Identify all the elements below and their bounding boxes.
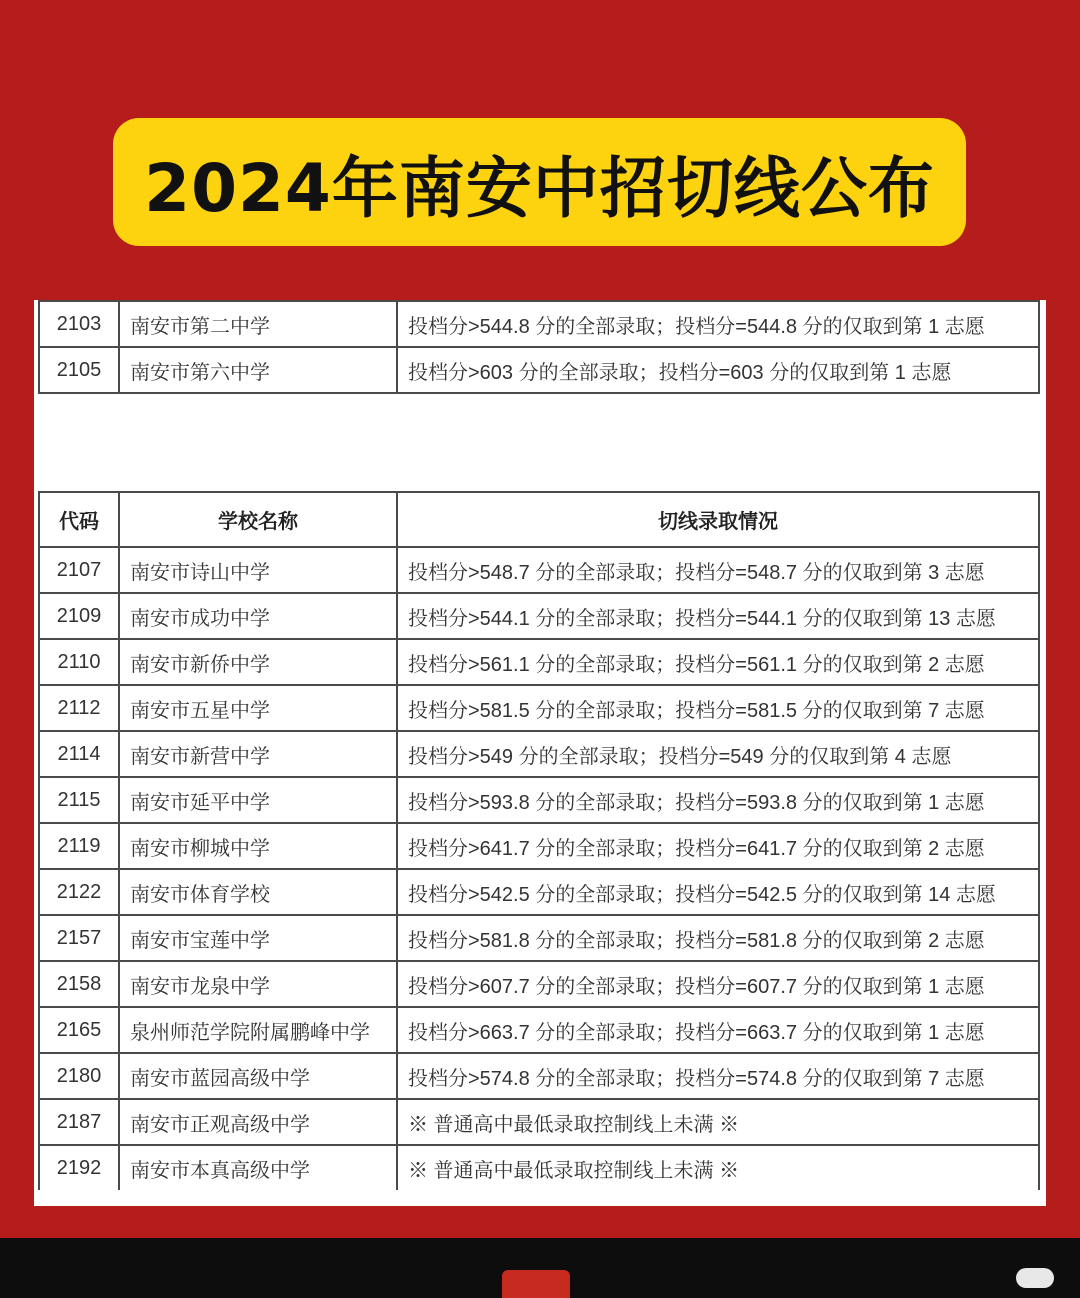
cell-code: 2105 <box>39 347 119 393</box>
header-code: 代码 <box>39 492 119 547</box>
cell-school-name: 南安市柳城中学 <box>119 823 397 869</box>
table-row <box>39 869 1039 915</box>
table-row <box>39 1053 1039 1099</box>
table-row <box>39 685 1039 731</box>
cell-school-name: 南安市本真高级中学 <box>119 1145 397 1190</box>
cell-cutoff-rule: 投档分>581.8 分的全部录取；投档分=581.8 分的仅取到第 2 志愿 <box>397 915 1039 961</box>
table-row <box>39 593 1039 639</box>
table-row <box>39 1099 1039 1145</box>
table-row <box>39 301 1039 347</box>
cell-school-name: 泉州师范学院附属鹏峰中学 <box>119 1007 397 1053</box>
document-paper <box>34 300 1046 1206</box>
cell-cutoff-rule: 投档分>542.5 分的全部录取；投档分=542.5 分的仅取到第 14 志愿 <box>397 869 1039 915</box>
header-school-name: 学校名称 <box>119 492 397 547</box>
cell-cutoff-rule: 投档分>544.1 分的全部录取；投档分=544.1 分的仅取到第 13 志愿 <box>397 593 1039 639</box>
table-row <box>39 639 1039 685</box>
cell-school-name: 南安市成功中学 <box>119 593 397 639</box>
cell-code: 2119 <box>39 823 119 869</box>
cell-school-name: 南安市诗山中学 <box>119 547 397 593</box>
table-row <box>39 1007 1039 1053</box>
table-row <box>39 915 1039 961</box>
cell-code: 2192 <box>39 1145 119 1190</box>
title-banner <box>113 118 966 246</box>
cell-cutoff-rule: 投档分>641.7 分的全部录取；投档分=641.7 分的仅取到第 2 志愿 <box>397 823 1039 869</box>
cell-school-name: 南安市五星中学 <box>119 685 397 731</box>
header-cutoff-rule: 切线录取情况 <box>397 492 1039 547</box>
cell-cutoff-rule: 投档分>581.5 分的全部录取；投档分=581.5 分的仅取到第 7 志愿 <box>397 685 1039 731</box>
cell-school-name: 南安市延平中学 <box>119 777 397 823</box>
cell-school-name: 南安市体育学校 <box>119 869 397 915</box>
cell-code: 2109 <box>39 593 119 639</box>
cell-school-name: 南安市第二中学 <box>119 301 397 347</box>
table-row <box>39 547 1039 593</box>
cell-cutoff-rule: ※ 普通高中最低录取控制线上未满 ※ <box>397 1145 1039 1190</box>
table-row <box>39 823 1039 869</box>
cell-cutoff-rule: 投档分>593.8 分的全部录取；投档分=593.8 分的仅取到第 1 志愿 <box>397 777 1039 823</box>
cell-code: 2180 <box>39 1053 119 1099</box>
cell-code: 2110 <box>39 639 119 685</box>
cell-cutoff-rule: 投档分>603 分的全部录取；投档分=603 分的仅取到第 1 志愿 <box>397 347 1039 393</box>
cell-cutoff-rule: 投档分>574.8 分的全部录取；投档分=574.8 分的仅取到第 7 志愿 <box>397 1053 1039 1099</box>
cell-cutoff-rule: 投档分>549 分的全部录取；投档分=549 分的仅取到第 4 志愿 <box>397 731 1039 777</box>
cell-school-name: 南安市第六中学 <box>119 347 397 393</box>
cell-code: 2107 <box>39 547 119 593</box>
cell-cutoff-rule: ※ 普通高中最低录取控制线上未满 ※ <box>397 1099 1039 1145</box>
table-row <box>39 731 1039 777</box>
table-row <box>39 777 1039 823</box>
score-table <box>38 491 1040 1190</box>
cell-code: 2115 <box>39 777 119 823</box>
cell-cutoff-rule: 投档分>607.7 分的全部录取；投档分=607.7 分的仅取到第 1 志愿 <box>397 961 1039 1007</box>
cell-code: 2114 <box>39 731 119 777</box>
table-row <box>39 1145 1039 1190</box>
cell-cutoff-rule: 投档分>561.1 分的全部录取；投档分=561.1 分的仅取到第 2 志愿 <box>397 639 1039 685</box>
cell-code: 2103 <box>39 301 119 347</box>
cell-school-name: 南安市龙泉中学 <box>119 961 397 1007</box>
cell-school-name: 南安市宝莲中学 <box>119 915 397 961</box>
cell-code: 2122 <box>39 869 119 915</box>
watermark-logo <box>1016 1268 1054 1288</box>
cell-cutoff-rule: 投档分>548.7 分的全部录取；投档分=548.7 分的仅取到第 3 志愿 <box>397 547 1039 593</box>
cell-school-name: 南安市正观高级中学 <box>119 1099 397 1145</box>
cell-code: 2157 <box>39 915 119 961</box>
cell-code: 2187 <box>39 1099 119 1145</box>
cell-cutoff-rule: 投档分>663.7 分的全部录取；投档分=663.7 分的仅取到第 1 志愿 <box>397 1007 1039 1053</box>
cell-school-name: 南安市新侨中学 <box>119 639 397 685</box>
cell-code: 2112 <box>39 685 119 731</box>
table-row <box>39 961 1039 1007</box>
cell-code: 2158 <box>39 961 119 1007</box>
cell-school-name: 南安市新营中学 <box>119 731 397 777</box>
page-title: 2024年南安中招切线公布 <box>144 149 935 227</box>
cell-cutoff-rule: 投档分>544.8 分的全部录取；投档分=544.8 分的仅取到第 1 志愿 <box>397 301 1039 347</box>
score-table-continued <box>38 300 1040 394</box>
table-row <box>39 347 1039 393</box>
bottom-tab-indicator <box>502 1270 570 1298</box>
cell-code: 2165 <box>39 1007 119 1053</box>
table-header-row <box>39 492 1039 547</box>
cell-school-name: 南安市蓝园高级中学 <box>119 1053 397 1099</box>
